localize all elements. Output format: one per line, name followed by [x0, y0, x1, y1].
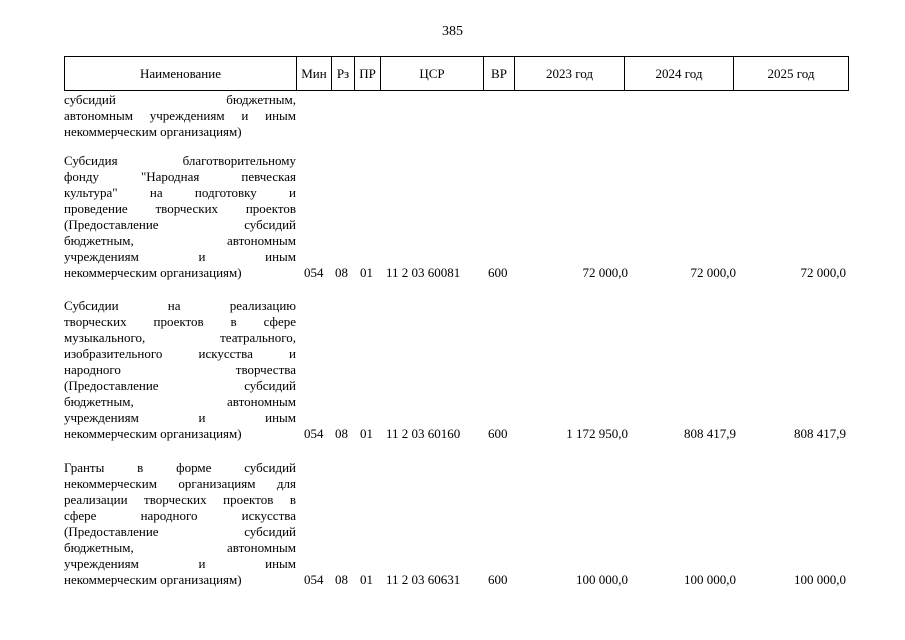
cell-2024: 72 000,0 [690, 265, 736, 280]
name-line: музыкального, театрального, [64, 330, 296, 345]
cell-2025: 808 417,9 [794, 426, 846, 441]
cell-2023: 100 000,0 [576, 572, 628, 587]
cell-min: 054 [304, 426, 324, 441]
cell-2025: 100 000,0 [794, 572, 846, 587]
table-header [64, 56, 849, 91]
name-line: культура" на подготовку и [64, 185, 296, 200]
row-name [64, 153, 296, 281]
header-min: Мин [297, 57, 332, 91]
name-line: учреждениям и иным [64, 410, 296, 425]
name-line: Субсидия благотворительному [64, 153, 296, 168]
name-line: бюджетным, автономным [64, 394, 296, 409]
cell-2024: 100 000,0 [684, 572, 736, 587]
row-name [64, 92, 296, 140]
cell-min: 054 [304, 572, 324, 587]
header-2024: 2024 год [625, 57, 734, 91]
header-2023: 2023 год [515, 57, 625, 91]
cell-2023: 1 172 950,0 [566, 426, 628, 441]
name-line: проведение творческих проектов [64, 201, 296, 216]
name-line: фонду "Народная певческая [64, 169, 296, 184]
cell-pr: 01 [360, 265, 373, 280]
name-line: бюджетным, автономным [64, 233, 296, 248]
header-name: Наименование [65, 57, 297, 91]
cell-2025: 72 000,0 [800, 265, 846, 280]
name-line: некоммерческим организациям) [64, 426, 242, 441]
header-pr: ПР [355, 57, 381, 91]
cell-vr: 600 [488, 426, 508, 441]
cell-rz: 08 [335, 426, 348, 441]
name-line: народного творчества [64, 362, 296, 377]
name-line: некоммерческим организациям для [64, 476, 296, 491]
name-line: некоммерческим организациям) [64, 572, 242, 587]
name-line: творческих проектов в сфере [64, 314, 296, 329]
cell-2024: 808 417,9 [684, 426, 736, 441]
name-line: Гранты в форме субсидий [64, 460, 296, 475]
page-number: 385 [442, 24, 463, 39]
name-line: учреждениям и иным [64, 249, 296, 264]
cell-pr: 01 [360, 572, 373, 587]
name-line: реализации творческих проектов в [64, 492, 296, 507]
name-line: бюджетным, автономным [64, 540, 296, 555]
row-name [64, 298, 296, 442]
cell-rz: 08 [335, 572, 348, 587]
name-line: некоммерческим организациям) [64, 265, 242, 280]
name-line: (Предоставление субсидий [64, 524, 296, 539]
header-csr: ЦСР [381, 57, 484, 91]
name-line: автономным учреждениям и иным [64, 108, 296, 123]
cell-vr: 600 [488, 572, 508, 587]
cell-csr: 11 2 03 60631 [386, 572, 461, 587]
cell-2023: 72 000,0 [582, 265, 628, 280]
cell-rz: 08 [335, 265, 348, 280]
header-2025: 2025 год [734, 57, 849, 91]
cell-csr: 11 2 03 60160 [386, 426, 461, 441]
name-line: изобразительного искусства и [64, 346, 296, 361]
row-name [64, 460, 296, 588]
name-line: некоммерческим организациям) [64, 124, 242, 139]
name-line: субсидий бюджетным, [64, 92, 296, 107]
header-rz: Рз [332, 57, 355, 91]
name-line: Субсидии на реализацию [64, 298, 296, 313]
cell-min: 054 [304, 265, 324, 280]
name-line: сфере народного искусства [64, 508, 296, 523]
cell-csr: 11 2 03 60081 [386, 265, 461, 280]
name-line: (Предоставление субсидий [64, 378, 296, 393]
name-line: учреждениям и иным [64, 556, 296, 571]
cell-vr: 600 [488, 265, 508, 280]
cell-pr: 01 [360, 426, 373, 441]
header-vr: ВР [484, 57, 515, 91]
name-line: (Предоставление субсидий [64, 217, 296, 232]
